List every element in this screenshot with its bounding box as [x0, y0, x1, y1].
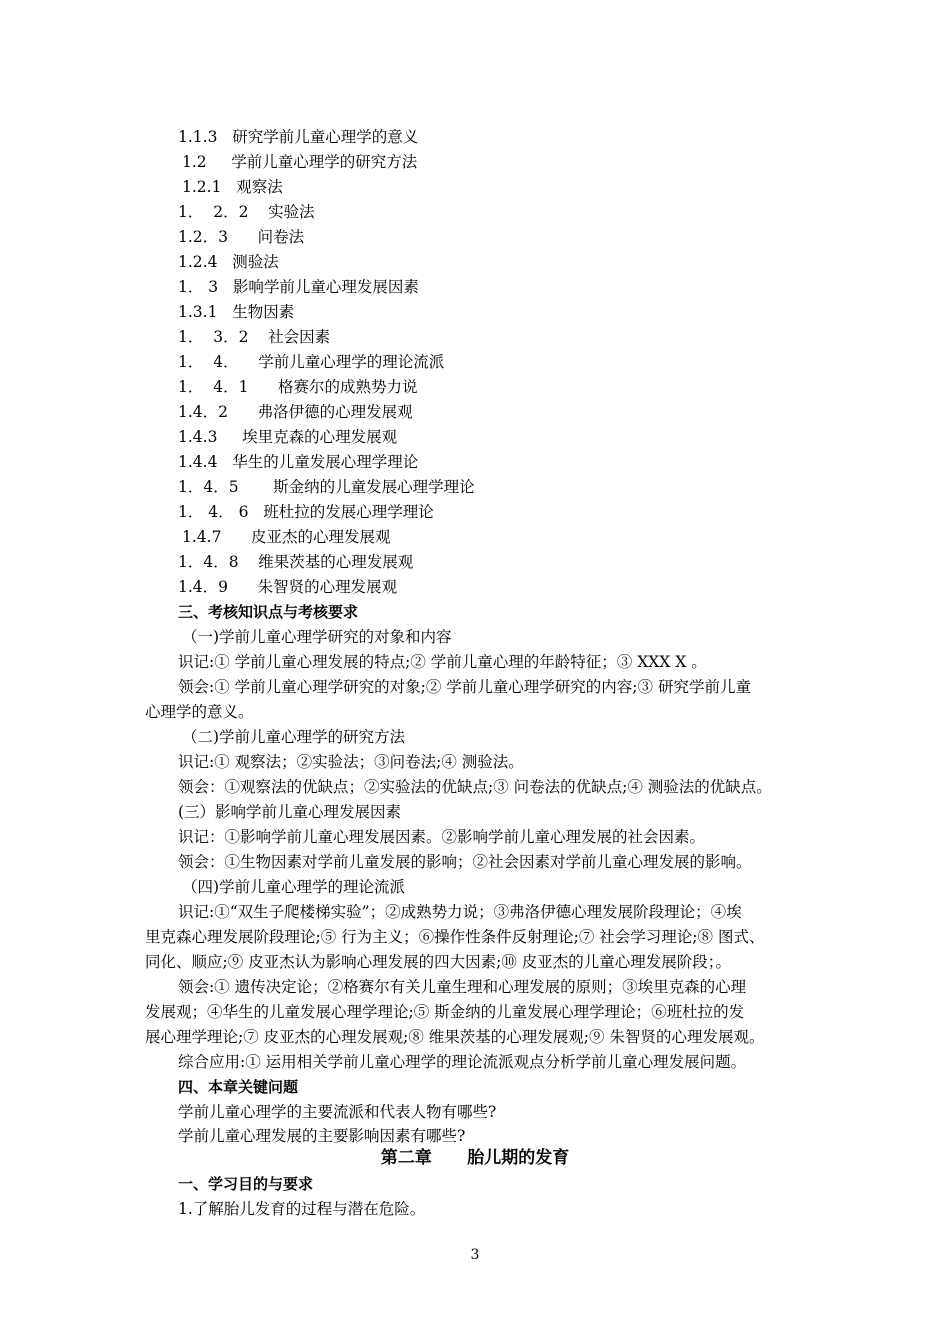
- body-line: 识记：①影响学前儿童心理发展因素。②影响学前儿童心理发展的社会因素。: [178, 828, 706, 846]
- body-line: 同化、顺应;⑨ 皮亚杰认为影响心理发展的四大因素;⑩ 皮亚杰的儿童心理发展阶段；。: [145, 953, 732, 971]
- body-line: （二)学前儿童心理学的研究方法: [182, 728, 406, 746]
- toc-line: 1． 3 影响学前儿童心理发展因素: [178, 278, 419, 296]
- chapter-title: 第二章 胎儿期的发育: [380, 1148, 570, 1168]
- body-line: （一)学前儿童心理学研究的对象和内容: [182, 628, 452, 646]
- body-line: 心理学的意义。: [145, 703, 254, 721]
- toc-line: 1． 4． 学前儿童心理学的理论流派: [178, 353, 445, 371]
- body-line: 领会：①生物因素对学前儿童发展的影响；②社会因素对学前儿童心理发展的影响。: [178, 853, 752, 871]
- body-line: 综合应用:① 运用相关学前儿童心理学的理论流派观点分析学前儿童心理发展问题。: [178, 1053, 747, 1071]
- body-line: 领会:① 遗传决定论；②格赛尔有关儿童生理和心理发展的原则；③埃里克森的心理: [178, 978, 747, 996]
- body-line: 识记:①“双生子爬楼梯实验”；②成熟势力说；③弗洛伊德心理发展阶段理论；④埃: [178, 903, 742, 921]
- body-line: （四)学前儿童心理学的理论流派: [182, 878, 406, 896]
- section-heading: 一、学习目的与要求: [178, 1175, 314, 1193]
- body-line: 发展观；④华生的儿童发展心理学理论;⑤ 斯金纳的儿童发展心理学理论；⑥班杜拉的发: [145, 1003, 745, 1021]
- toc-line: 1． 4． 6 班杜拉的发展心理学理论: [178, 503, 434, 521]
- body-line: 学前儿童心理发展的主要影响因素有哪些?: [178, 1127, 466, 1145]
- page-number: 3: [470, 1247, 480, 1263]
- toc-line: 1.1.3 研究学前儿童心理学的意义: [178, 128, 419, 146]
- toc-line: 1． 3．2 社会因素: [178, 328, 331, 346]
- toc-line: 1.3.1 生物因素: [178, 303, 295, 321]
- body-line: 里克森心理发展阶段理论;⑤ 行为主义；⑥操作性条件反射理论;⑦ 社会学习理论;⑧ 图式、: [145, 928, 765, 946]
- body-line: 识记:① 观察法；②实验法；③问卷法;④ 测验法。: [178, 753, 524, 771]
- body-line: 展心理学理论;⑦ 皮亚杰的心理发展观;⑧ 维果茨基的心理发展观;⑨ 朱智贤的心理发展观。: [145, 1028, 765, 1046]
- toc-line: 1.4．2 弗洛伊德的心理发展观: [178, 403, 413, 421]
- toc-line: 1.4.7 皮亚杰的心理发展观: [182, 528, 391, 546]
- toc-line: 1.4.3 埃里克森的心理发展观: [178, 428, 398, 446]
- toc-line: 1．4．5 斯金纳的儿童发展心理学理论: [178, 478, 475, 496]
- toc-line: 1.2 学前儿童心理学的研究方法: [182, 153, 418, 171]
- toc-line: 1． 4．1 格赛尔的成熟势力说: [178, 378, 418, 396]
- body-line: 领会:① 学前儿童心理学研究的对象;② 学前儿童心理学研究的内容;③ 研究学前儿童: [178, 678, 751, 696]
- toc-line: 1． 2．2 实验法: [178, 203, 315, 221]
- body-line: 领会：①观察法的优缺点；②实验法的优缺点;③ 问卷法的优缺点;④ 测验法的优缺点。: [178, 778, 772, 796]
- body-line: (三）影响学前儿童心理发展因素: [178, 803, 402, 821]
- toc-line: 1.2.4 测验法: [178, 253, 279, 271]
- body-line: 识记:① 学前儿童心理发展的特点;② 学前儿童心理的年龄特征；③ XXX X 。: [178, 653, 707, 671]
- toc-line: 1.2.1 观察法: [182, 178, 283, 196]
- toc-line: 1.4.4 华生的儿童发展心理学理论: [178, 453, 419, 471]
- toc-line: 1.2．3 问卷法: [178, 228, 305, 246]
- body-line: 1.了解胎儿发育的过程与潜在危险。: [178, 1200, 426, 1218]
- body-line: 学前儿童心理学的主要流派和代表人物有哪些?: [178, 1103, 497, 1121]
- section-heading: 四、本章关键问题: [178, 1078, 299, 1096]
- toc-line: 1.4．9 朱智贤的心理发展观: [178, 578, 398, 596]
- toc-line: 1．4．8 维果茨基的心理发展观: [178, 553, 414, 571]
- section-heading: 三、考核知识点与考核要求: [178, 603, 359, 621]
